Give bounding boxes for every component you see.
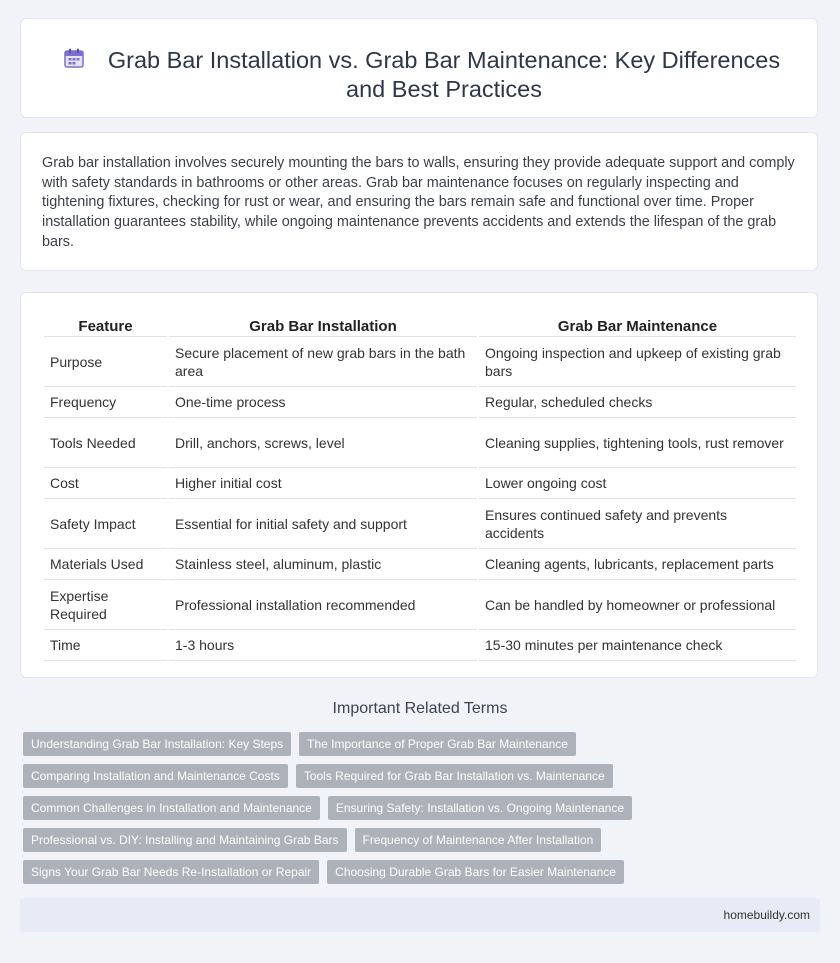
table-cell: Materials Used <box>44 549 167 580</box>
table-cell: Essential for initial safety and support <box>169 499 477 549</box>
tag-row <box>23 860 823 884</box>
table-cell: Cleaning agents, lubricants, replacement parts <box>479 549 796 580</box>
table-cell: Tools Needed <box>44 418 167 468</box>
calendar-icon <box>63 47 85 69</box>
table-cell: Higher initial cost <box>169 468 477 499</box>
tag-row <box>23 732 823 756</box>
table-cell: Ongoing inspection and upkeep of existing grab bars <box>479 337 796 387</box>
related-term-tag[interactable]: The Importance of Proper Grab Bar Maintenance <box>299 732 576 756</box>
table-cell: 1-3 hours <box>169 630 477 661</box>
table-cell: Expertise Required <box>44 580 167 630</box>
related-term-tag[interactable]: Signs Your Grab Bar Needs Re-Installation or Repair <box>23 860 319 884</box>
footer <box>20 898 820 932</box>
column-header-feature: Feature <box>44 316 167 337</box>
table-cell: Secure placement of new grab bars in the bath area <box>169 337 477 387</box>
table-row <box>44 337 796 387</box>
table-cell: Purpose <box>44 337 167 387</box>
tag-row <box>23 764 823 788</box>
page-title: Grab Bar Installation vs. Grab Bar Maintenance: Key Differences and Best Practices <box>107 47 781 102</box>
table-cell: Lower ongoing cost <box>479 468 796 499</box>
related-term-tag[interactable]: Understanding Grab Bar Installation: Key Steps <box>23 732 291 756</box>
table-cell: Safety Impact <box>44 499 167 549</box>
table-cell: Drill, anchors, screws, level <box>169 418 477 468</box>
table-cell: Cost <box>44 468 167 499</box>
tag-row <box>23 796 823 820</box>
site-name[interactable]: homebuildy.com <box>723 908 810 922</box>
table-cell: Ensures continued safety and prevents accidents <box>479 499 796 549</box>
comparison-card <box>20 292 818 678</box>
table-cell: Stainless steel, aluminum, plastic <box>169 549 477 580</box>
table-cell: Time <box>44 630 167 661</box>
related-term-tag[interactable]: Common Challenges in Installation and Maintenance <box>23 796 320 820</box>
table-cell: One-time process <box>169 387 477 418</box>
related-terms-list <box>23 732 823 892</box>
table-row <box>44 499 796 549</box>
table-row <box>44 468 796 499</box>
table-row <box>44 418 796 468</box>
related-term-tag[interactable]: Professional vs. DIY: Installing and Maintaining Grab Bars <box>23 828 347 852</box>
table-cell: Can be handled by homeowner or professional <box>479 580 796 630</box>
column-header-installation: Grab Bar Installation <box>169 316 477 337</box>
table-cell: Cleaning supplies, tightening tools, rust remover <box>479 418 796 468</box>
column-header-maintenance: Grab Bar Maintenance <box>479 316 796 337</box>
related-term-tag[interactable]: Comparing Installation and Maintenance Costs <box>23 764 288 788</box>
table-row <box>44 549 796 580</box>
table-cell: Frequency <box>44 387 167 418</box>
table-cell: Regular, scheduled checks <box>479 387 796 418</box>
related-term-tag[interactable]: Choosing Durable Grab Bars for Easier Maintenance <box>327 860 624 884</box>
related-term-tag[interactable]: Frequency of Maintenance After Installation <box>355 828 602 852</box>
comparison-table <box>42 316 798 661</box>
table-row <box>44 630 796 661</box>
related-terms-title: Important Related Terms <box>332 700 508 717</box>
table-row <box>44 387 796 418</box>
intro-text: Grab bar installation involves securely mounting the bars to walls, ensuring they provide adequate support and comply with safety standards in bathrooms or other areas. Grab bar maintenance focuses on regularly inspecting and tightening fixtures, checking for rust or wear, and ensuring the bars remain safe and functional over time. Proper installation guarantees stability, while ongoing maintenance prevents accidents and extends the lifespan of the grab bars. <box>42 155 795 250</box>
related-term-tag[interactable]: Tools Required for Grab Bar Installation vs. Maintenance <box>296 764 613 788</box>
title-card <box>20 18 818 118</box>
intro-card <box>20 132 818 271</box>
table-header-row <box>44 316 796 337</box>
table-cell: 15-30 minutes per maintenance check <box>479 630 796 661</box>
related-term-tag[interactable]: Ensuring Safety: Installation vs. Ongoing Maintenance <box>328 796 632 820</box>
tag-row <box>23 828 823 852</box>
table-row <box>44 580 796 630</box>
table-cell: Professional installation recommended <box>169 580 477 630</box>
